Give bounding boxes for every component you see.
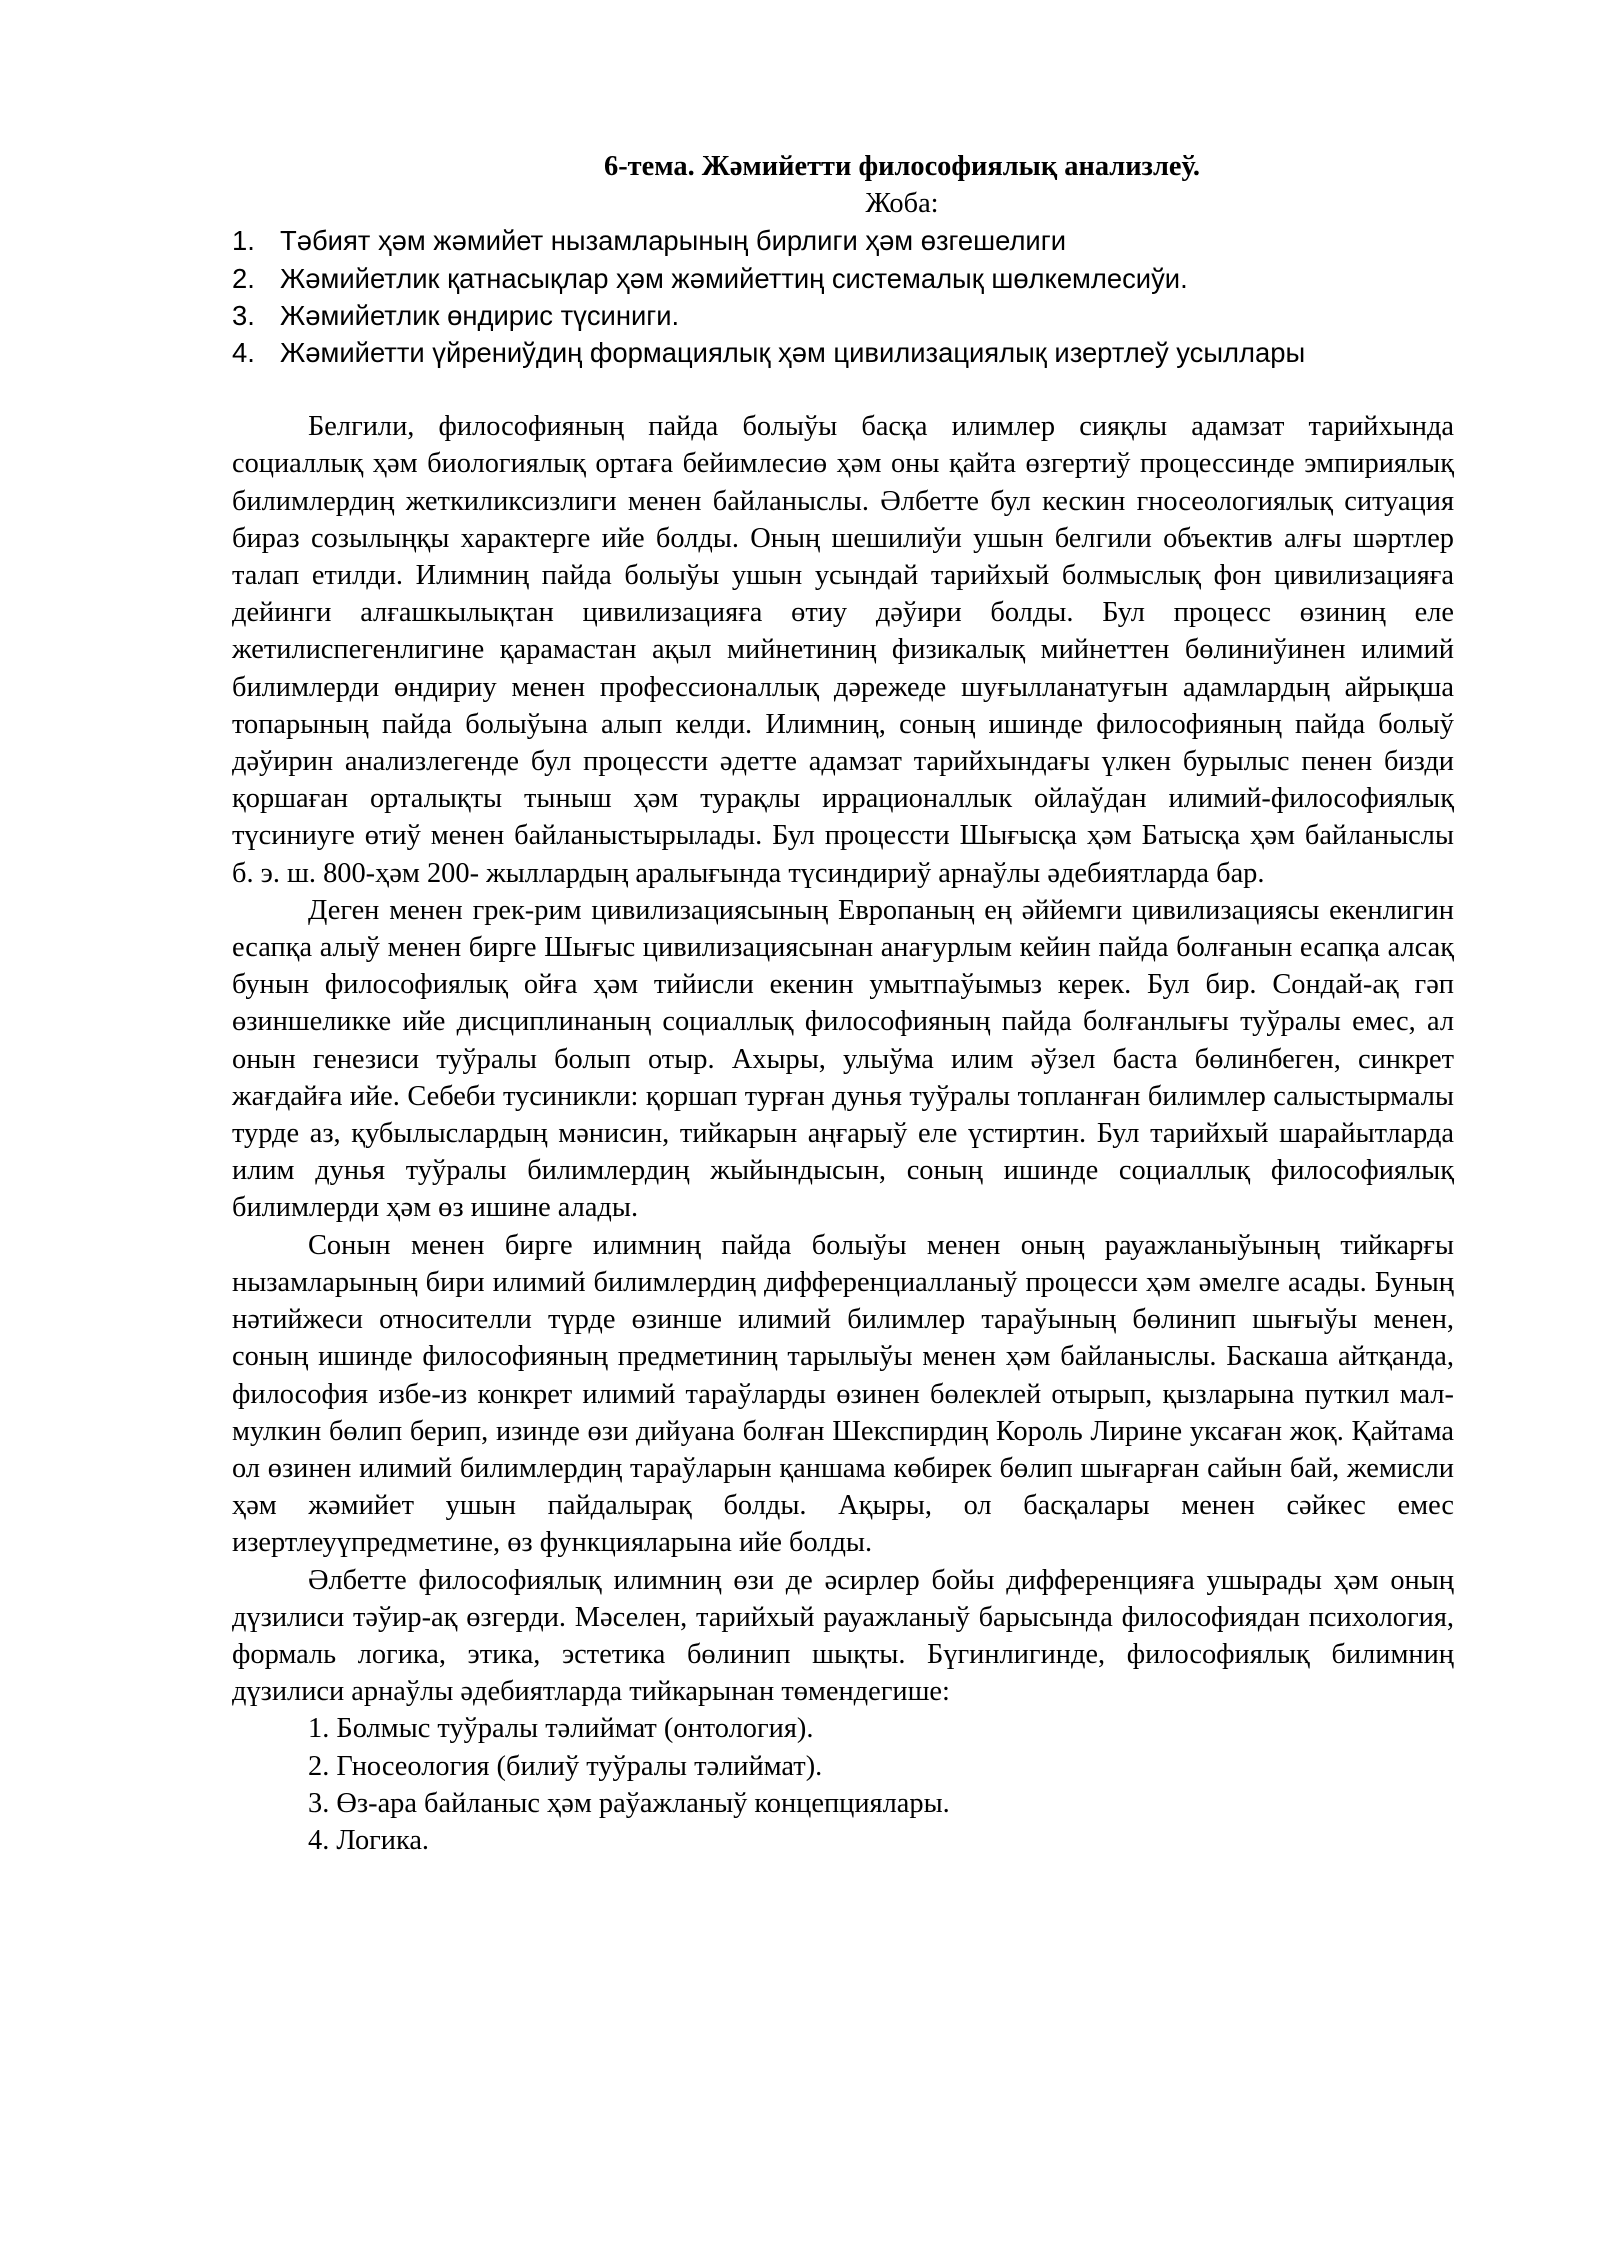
plan-item-text: Жәмийетти үйрениўдиң формациялық ҳәм цивилизациялық изертлеў усыллары <box>280 337 1306 369</box>
list-item: 1. Болмыс туўралы тәлиймат (онтология). <box>308 1713 814 1745</box>
document-page <box>232 148 1454 1859</box>
plan-item <box>232 260 1454 297</box>
plan-label: Жоба: <box>865 188 939 220</box>
plan-item <box>232 334 1454 371</box>
plan-item-number: 4. <box>232 337 255 369</box>
plan-item-text: Тәбият ҳәм жәмийет нызамларының бирлиги ҳәм өзгешелиги <box>280 225 1067 257</box>
list-item: 4. Логика. <box>308 1824 430 1856</box>
plan-item-text: Жәмийетлик өндирис түсиниги. <box>280 299 680 331</box>
plan-list <box>232 222 1454 371</box>
plan-item <box>232 222 1454 259</box>
document-title: 6-тема. Жәмийетти философиялық анализлеў. <box>604 151 1200 182</box>
body-paragraph: Белгили, философияның пайда болыўы басқа илимлер сияқлы адамзат тарийхында социаллық ҳәм биологиялық ортаға бейимлесиө ҳәм оны қайта өзгертиў процессинде эмпириялық билимлердиң жеткиликсизлиги менен байланыслы. Әлбетте бул кескин гносеологиялық ситуация бираз созылыңқы характерге ийе болды. Оның шешилиўи ушын белгили объектив алғы шәртлер талап етилди. Илимниң пайда болыўы ушын усындай тарийхый болмыслық фон цивилизацияға дейинги алғашкылықтан цивилизацияға өтиу дәўири болды. Бул процесс өзиниң еле жетилиспегенлигине қарамастан ақыл мийнетиниң физикалық мийнеттен бөлиниўинен илимий билимлерди өндириу менен профессионаллық дәрежеде шуғылланатуғын адамлардың айрықша топарының пайда болыўына алып келди. Илимниң, соның ишинде философияның пайда болыў дәўирин анализлегенде бул процессти әдетте адамзат тарийхындағы үлкен бурылыс пенен бизди қоршаған орталықты тыныш ҳәм турақлы иррационаллык ойлаўдан илимий-философиялық түсиниуге өтиў менен байланыстырылады. Бул процессти Шығысқа ҳәм Батысқа ҳәм байланыслы б. э. ш. 800-ҳәм 200- жыллардың аралығында түсиндириў арнаўлы әдебиятларда бар. <box>232 411 1454 889</box>
plan-item-text: Жәмийетлик қатнасықлар ҳәм жәмийеттиң системалық шөлкемлесиўи. <box>280 262 1188 294</box>
list-item: 2. Гносеология (билиў туўралы тәлиймат). <box>308 1750 823 1782</box>
philosophy-structure-list <box>232 1710 1454 1859</box>
body-paragraph: Әлбетте философиялық илимниң өзи де әсирлер бойы дифференцияға ушырады ҳәм оның дүзилиси тәўир-ақ өзгерди. Мәселен, тарийхый рауажланыў барысында философиядан психология, формаль логика, этика, эстетика бөлинип шықты. Бүгинлигинде, философиялық билимниң дүзилиси арнаўлы әдебиятларда тийкарынан төмендегише: <box>232 1564 1454 1708</box>
body-paragraph: Сонын менен бирге илимниң пайда болыўы менен оның рауажланыўының тийкарғы нызамларының бири илимий билимлердиң дифференциалланыў процесси ҳәм әмелге асады. Буның нәтийжеси относителли түрде өзинше илимий билимлер тараўының бөлинип шығыўы менен, соның ишинде философияның предметиниң тарылыўы менен ҳәм байланыслы. Баскаша айтқанда, философия избе-из конкрет илимий тараўларды өзинен бөлеклей отырып, қызларына путкил мал-мулкин бөлип берип, изинде өзи дийуана болған Шекспирдиң Король Лирине уксаған жоқ. Қайтама ол өзинен илимий билимлердиң тараўларын қаншама көбирек бөлип шығарған сайын бай, жемисли ҳәм жәмийет ушын пайдалырақ болды. Ақыры, ол басқалары менен сәйкес емес изертлеуүпредметине, өз функцияларына ийе болды. <box>232 1229 1454 1559</box>
plan-item-number: 1. <box>232 225 255 257</box>
plan-item-number: 2. <box>232 262 255 294</box>
plan-item <box>232 297 1454 334</box>
plan-item-number: 3. <box>232 299 255 331</box>
list-item: 3. Өз-ара байланыс ҳәм раўажланыў концепциялары. <box>308 1787 950 1819</box>
body-paragraph: Деген менен грек-рим цивилизациясының Европаның ең әййемги цивилизациясы екенлигин есапқа алыў менен бирге Шығыс цивилизациясынан анағурлым кейин пайда болғанын есапқа алсақ бунын философиялық ойға ҳәм тийисли екенин умытпаўымыз керек. Бул бир. Сондай-ақ гәп өзиншеликке ийе дисциплинаның социаллық философияның пайда болғанлығы туўралы емес, ал онын генезиси туўралы болып отыр. Ахыры, улыўма илим әўзел баста бөлинбеген, синкрет жағдайға ийе. Себеби тусиникли: қоршап турған дунья туўралы топланған билимлер салыстырмалы турде аз, қубылыслардың мәнисин, тийкарын аңғарыў еле үстиртин. Бул тарийхый шарайытларда илим дунья туўралы билимлердиң жыйындысын, соның ишинде социаллық философиялық билимлерди ҳәм өз ишине алады. <box>232 894 1454 1224</box>
